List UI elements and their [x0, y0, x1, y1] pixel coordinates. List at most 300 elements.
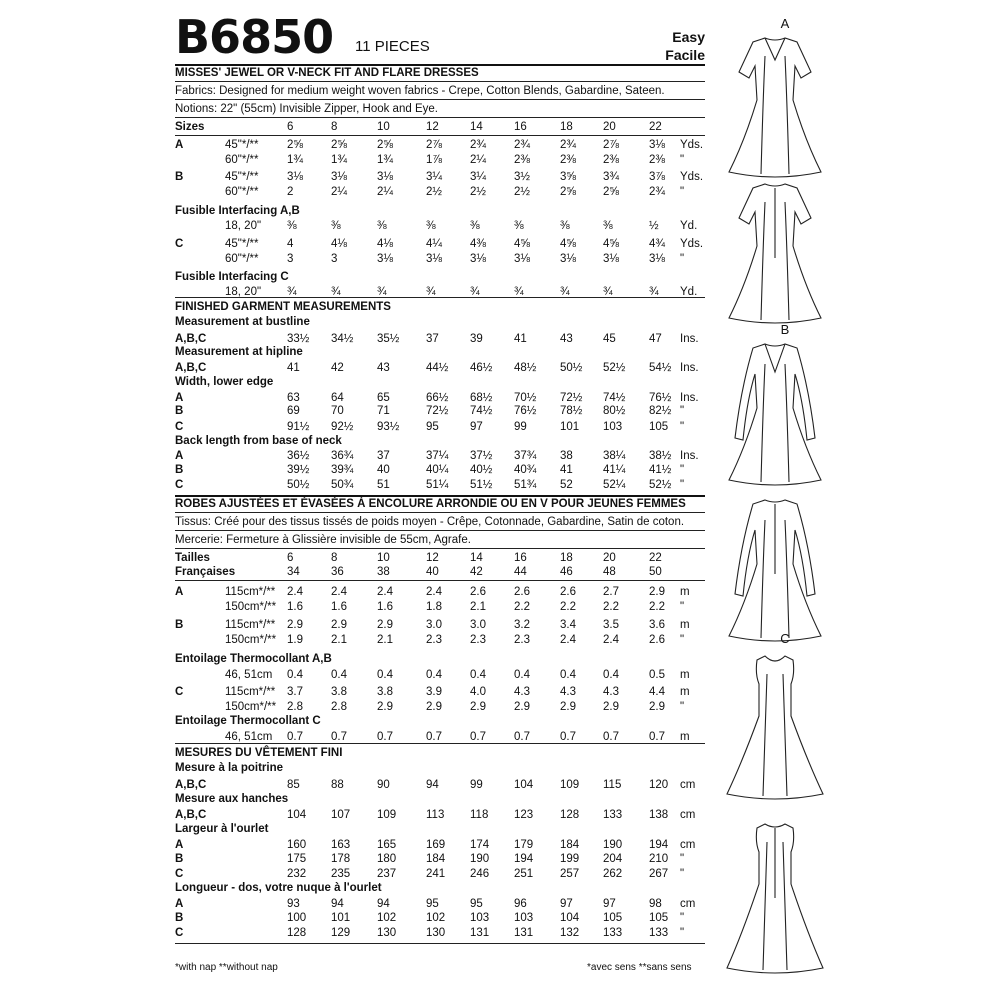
- table-cell: 2.3: [514, 634, 530, 646]
- row-width: 46, 51cm: [225, 669, 273, 681]
- row-unit: m: [680, 586, 690, 598]
- table-cell: 1.6: [377, 601, 393, 613]
- table-cell: 40: [377, 464, 390, 476]
- table-cell: 93: [287, 898, 300, 910]
- table-cell: 0.4: [426, 669, 442, 681]
- size-header: 18: [560, 121, 573, 133]
- row-width: 150cm*/**: [225, 634, 277, 646]
- table-cell: 104: [560, 912, 580, 924]
- size-header: 12: [426, 121, 439, 133]
- table-cell: 2.9: [287, 619, 303, 631]
- row-label: A,B,C: [175, 362, 207, 374]
- row-width: 18, 20": [225, 220, 262, 232]
- table-cell: ¾: [603, 286, 613, 298]
- table-cell: 54½: [649, 362, 672, 374]
- table-cell: 69: [287, 405, 300, 417]
- table-cell: 37½: [470, 450, 493, 462]
- table-cell: 0.7: [560, 731, 576, 743]
- table-cell: 103: [514, 912, 534, 924]
- table-cell: 2.9: [514, 701, 530, 713]
- table-cell: 0.4: [514, 669, 530, 681]
- table-cell: 4.0: [470, 686, 486, 698]
- row-width: 150cm*/**: [225, 601, 277, 613]
- table-cell: 3⅛: [603, 253, 619, 265]
- table-cell: 3.6: [649, 619, 665, 631]
- table-cell: 39½: [287, 464, 310, 476]
- dress-a-front-illustration: [725, 30, 825, 180]
- table-cell: 2⅝: [560, 186, 576, 198]
- table-cell: 38: [560, 450, 573, 462]
- row-unit: ": [680, 464, 685, 476]
- subsection-heading: Mesure à la poitrine: [175, 762, 284, 774]
- size-header: 18: [560, 552, 573, 564]
- table-cell: 2¼: [331, 186, 347, 198]
- divider: [175, 530, 705, 531]
- row-label: B: [175, 912, 184, 924]
- table-cell: 267: [649, 868, 669, 880]
- table-cell: 34½: [331, 333, 354, 345]
- table-cell: 51¾: [514, 479, 537, 491]
- french-size-header: 48: [603, 566, 616, 578]
- pattern-number: B6850: [175, 10, 334, 64]
- row-label: C: [175, 238, 184, 250]
- section-heading: ROBES AJUSTÉES ET ÉVASÉES À ENCOLURE ARRONDIE OU EN V POUR JEUNES FEMMES: [175, 498, 686, 510]
- row-unit: ": [680, 479, 685, 491]
- table-cell: ⅜: [331, 220, 341, 232]
- table-cell: 52½: [603, 362, 626, 374]
- table-cell: 2.4: [603, 634, 619, 646]
- size-header: 22: [649, 121, 662, 133]
- table-cell: 3.8: [377, 686, 393, 698]
- table-cell: 3¾: [603, 171, 619, 183]
- table-cell: 179: [514, 839, 534, 851]
- table-cell: 3⅝: [560, 171, 576, 183]
- table-cell: 52¼: [603, 479, 626, 491]
- table-cell: 3: [331, 253, 338, 265]
- dress-c-back-illustration: [725, 818, 825, 978]
- row-label: A: [175, 392, 184, 404]
- french-size-header: 42: [470, 566, 483, 578]
- table-cell: 3⅛: [514, 253, 530, 265]
- table-cell: 66½: [426, 392, 449, 404]
- table-cell: 160: [287, 839, 307, 851]
- row-width: 115cm*/**: [225, 686, 276, 698]
- table-cell: 1.6: [331, 601, 347, 613]
- table-cell: 3⅛: [377, 253, 393, 265]
- row-unit: cm: [680, 779, 696, 791]
- french-size-header: 40: [426, 566, 439, 578]
- table-cell: 251: [514, 868, 534, 880]
- table-cell: 3.7: [287, 686, 303, 698]
- table-cell: 130: [377, 927, 397, 939]
- french-size-header: 50: [649, 566, 662, 578]
- table-cell: 0.7: [649, 731, 665, 743]
- table-cell: 97: [603, 898, 616, 910]
- table-cell: 128: [560, 809, 580, 821]
- table-cell: 43: [377, 362, 390, 374]
- size-header: 16: [514, 552, 527, 564]
- table-cell: 1.9: [287, 634, 303, 646]
- row-unit: Yds.: [680, 139, 704, 151]
- subsection-heading: Longueur - dos, votre nuque à l'ourlet: [175, 882, 382, 894]
- table-cell: 138: [649, 809, 669, 821]
- size-header: 14: [470, 552, 483, 564]
- row-width: 60"*/**: [225, 154, 259, 166]
- row-unit: Ins.: [680, 392, 699, 404]
- table-cell: 80½: [603, 405, 626, 417]
- table-cell: 3.2: [514, 619, 530, 631]
- table-cell: 2.3: [426, 634, 442, 646]
- row-unit: m: [680, 669, 690, 681]
- table-cell: 109: [377, 809, 397, 821]
- table-cell: 2.7: [603, 586, 619, 598]
- table-cell: ¾: [470, 286, 480, 298]
- table-cell: 2.1: [377, 634, 393, 646]
- table-cell: ⅜: [603, 220, 613, 232]
- table-cell: 37: [426, 333, 439, 345]
- row-unit: cm: [680, 809, 696, 821]
- table-cell: 41¼: [603, 464, 626, 476]
- table-cell: 40½: [470, 464, 493, 476]
- divider: [175, 743, 705, 744]
- row-label: A: [175, 139, 184, 151]
- table-cell: 3⅛: [287, 171, 303, 183]
- subsection-heading: Back length from base of neck: [175, 435, 342, 447]
- table-cell: 3.8: [331, 686, 347, 698]
- table-cell: 3⅞: [649, 171, 665, 183]
- table-cell: 194: [649, 839, 669, 851]
- view-label-a: A: [780, 16, 790, 31]
- table-cell: 3⅛: [426, 253, 442, 265]
- table-cell: 78½: [560, 405, 583, 417]
- sizes-label: Tailles: [175, 552, 210, 564]
- table-cell: 103: [603, 421, 623, 433]
- row-label: B: [175, 619, 184, 631]
- row-label: A: [175, 839, 184, 851]
- row-unit: m: [680, 731, 690, 743]
- table-cell: ¾: [331, 286, 341, 298]
- table-cell: 43: [560, 333, 573, 345]
- table-cell: ⅜: [426, 220, 436, 232]
- table-cell: 0.7: [331, 731, 347, 743]
- row-label: A: [175, 898, 184, 910]
- table-cell: ¾: [426, 286, 436, 298]
- row-width: 45"*/**: [225, 238, 259, 250]
- table-cell: 85: [287, 779, 300, 791]
- table-cell: 72½: [426, 405, 449, 417]
- divider: [175, 512, 705, 513]
- measurements-heading: MESURES DU VÊTEMENT FINI: [175, 747, 343, 759]
- table-cell: 0.5: [649, 669, 665, 681]
- table-cell: 104: [287, 809, 307, 821]
- table-cell: 131: [470, 927, 490, 939]
- table-cell: 3½: [514, 171, 530, 183]
- table-cell: 1¾: [331, 154, 347, 166]
- row-width: 150cm*/**: [225, 701, 277, 713]
- table-cell: 90: [377, 779, 390, 791]
- table-cell: 3.0: [426, 619, 442, 631]
- table-cell: 241: [426, 868, 446, 880]
- table-cell: 4.3: [560, 686, 576, 698]
- table-cell: 2.6: [514, 586, 530, 598]
- table-cell: 2⅝: [331, 139, 347, 151]
- table-cell: 94: [377, 898, 390, 910]
- table-cell: 88: [331, 779, 344, 791]
- table-cell: 2: [287, 186, 294, 198]
- table-cell: 0.7: [377, 731, 393, 743]
- row-width: 18, 20": [225, 286, 262, 298]
- row-unit: Yd.: [680, 220, 698, 232]
- table-cell: 94: [426, 779, 439, 791]
- table-cell: 113: [426, 809, 445, 821]
- table-cell: 175: [287, 853, 307, 865]
- table-cell: 46½: [470, 362, 493, 374]
- measurements-heading: FINISHED GARMENT MEASUREMENTS: [175, 301, 391, 313]
- row-unit: m: [680, 686, 690, 698]
- table-cell: 48½: [514, 362, 537, 374]
- table-cell: 95: [426, 421, 439, 433]
- divider: [175, 135, 705, 136]
- table-cell: 115: [603, 779, 622, 791]
- table-cell: 1.6: [287, 601, 303, 613]
- table-cell: 194: [514, 853, 534, 865]
- french-size-header: 34: [287, 566, 300, 578]
- size-header: 22: [649, 552, 662, 564]
- table-cell: 0.4: [377, 669, 393, 681]
- row-width: 115cm*/**: [225, 586, 276, 598]
- table-cell: ¾: [287, 286, 297, 298]
- divider: [175, 117, 705, 118]
- row-label: B: [175, 464, 184, 476]
- table-cell: ¾: [560, 286, 570, 298]
- dress-b-back-illustration: [725, 494, 825, 644]
- table-cell: 237: [377, 868, 397, 880]
- notions-text: Mercerie: Fermeture à Glissière invisible de 55cm, Agrafe.: [175, 534, 471, 546]
- table-cell: 4¾: [649, 238, 665, 250]
- row-unit: cm: [680, 898, 696, 910]
- subsection-heading: Mesure aux hanches: [175, 793, 289, 805]
- table-cell: 95: [470, 898, 483, 910]
- table-cell: ⅜: [287, 220, 297, 232]
- section-heading: MISSES' JEWEL OR V-NECK FIT AND FLARE DRESSES: [175, 67, 479, 79]
- size-header: 6: [287, 121, 294, 133]
- row-unit: ": [680, 154, 685, 166]
- size-header: 12: [426, 552, 439, 564]
- table-cell: 2.2: [649, 601, 665, 613]
- table-cell: 2¾: [649, 186, 665, 198]
- table-cell: 0.7: [426, 731, 442, 743]
- table-cell: 2.9: [560, 701, 576, 713]
- row-label: B: [175, 853, 184, 865]
- table-cell: 4.3: [514, 686, 530, 698]
- table-cell: 97: [560, 898, 573, 910]
- table-cell: 4⅝: [603, 238, 619, 250]
- table-cell: 2.9: [649, 701, 665, 713]
- table-cell: 4⅛: [377, 238, 393, 250]
- french-sizes-label: Françaises: [175, 566, 236, 578]
- row-width: 45"*/**: [225, 139, 259, 151]
- table-cell: 133: [603, 809, 623, 821]
- table-cell: 165: [377, 839, 397, 851]
- footnote-french: *avec sens **sans sens: [587, 962, 692, 973]
- table-cell: 132: [560, 927, 580, 939]
- row-label: A,B,C: [175, 779, 207, 791]
- table-cell: 99: [514, 421, 527, 433]
- table-cell: 38¼: [603, 450, 626, 462]
- table-cell: 2½: [514, 186, 530, 198]
- table-cell: 4.4: [649, 686, 665, 698]
- table-cell: 45: [603, 333, 616, 345]
- row-width: 115cm*/**: [225, 619, 276, 631]
- table-cell: 41: [560, 464, 573, 476]
- size-header: 16: [514, 121, 527, 133]
- table-cell: 2¾: [560, 139, 576, 151]
- row-unit: ": [680, 421, 685, 433]
- table-cell: ¾: [514, 286, 524, 298]
- table-cell: 2¼: [470, 154, 486, 166]
- table-cell: 39¾: [331, 464, 354, 476]
- table-cell: 3.0: [470, 619, 486, 631]
- table-cell: 74½: [603, 392, 626, 404]
- table-cell: 41½: [649, 464, 672, 476]
- row-unit: ": [680, 912, 685, 924]
- row-unit: ": [680, 186, 685, 198]
- table-cell: ⅜: [560, 220, 570, 232]
- table-cell: 2⅝: [377, 139, 393, 151]
- table-cell: 2⅜: [603, 154, 619, 166]
- table-cell: 64: [331, 392, 344, 404]
- row-label: C: [175, 927, 184, 939]
- table-cell: 2.9: [426, 701, 442, 713]
- row-label: C: [175, 479, 184, 491]
- table-cell: 91½: [287, 421, 310, 433]
- divider: [175, 580, 705, 581]
- table-cell: 2.9: [377, 619, 393, 631]
- subsection-heading: Fusible Interfacing C: [175, 271, 289, 283]
- table-cell: 262: [603, 868, 623, 880]
- table-cell: 68½: [470, 392, 493, 404]
- table-cell: 98: [649, 898, 662, 910]
- table-cell: 0.4: [470, 669, 486, 681]
- row-unit: ": [680, 601, 685, 613]
- row-label: C: [175, 421, 184, 433]
- table-cell: 41: [514, 333, 527, 345]
- table-cell: 50½: [560, 362, 583, 374]
- dress-b-front-illustration: [725, 338, 825, 488]
- table-cell: 37¾: [514, 450, 537, 462]
- table-cell: 2¾: [470, 139, 486, 151]
- difficulty-french: Facile: [665, 47, 705, 63]
- fabrics-text: Tissus: Créé pour des tissus tissés de poids moyen - Crêpe, Cotonnade, Gabardine, Satin de coton.: [175, 516, 685, 528]
- table-cell: 65: [377, 392, 390, 404]
- table-cell: 76½: [514, 405, 537, 417]
- table-cell: 3⅛: [377, 171, 393, 183]
- table-cell: 33½: [287, 333, 310, 345]
- size-header: 10: [377, 121, 390, 133]
- size-header: 6: [287, 552, 294, 564]
- french-size-header: 38: [377, 566, 390, 578]
- row-unit: cm: [680, 839, 696, 851]
- table-cell: 2.1: [470, 601, 486, 613]
- row-width: 60"*/**: [225, 253, 259, 265]
- table-cell: 82½: [649, 405, 672, 417]
- table-cell: 0.7: [287, 731, 303, 743]
- table-cell: 104: [514, 779, 534, 791]
- french-size-header: 36: [331, 566, 344, 578]
- view-label-b: B: [780, 322, 790, 337]
- table-cell: 2½: [470, 186, 486, 198]
- table-cell: 2⅜: [649, 154, 665, 166]
- table-cell: 232: [287, 868, 307, 880]
- dress-a-back-illustration: [725, 178, 825, 328]
- table-cell: 71: [377, 405, 390, 417]
- table-cell: 2.4: [287, 586, 303, 598]
- table-cell: 3: [287, 253, 294, 265]
- table-cell: 74½: [470, 405, 493, 417]
- french-size-header: 44: [514, 566, 527, 578]
- table-cell: 94: [331, 898, 344, 910]
- table-cell: 2.4: [377, 586, 393, 598]
- table-cell: 184: [560, 839, 580, 851]
- row-unit: Ins.: [680, 333, 699, 345]
- french-size-header: 46: [560, 566, 573, 578]
- table-cell: 99: [470, 779, 483, 791]
- table-cell: 51¼: [426, 479, 449, 491]
- row-label: A: [175, 586, 184, 598]
- subsection-heading: Largeur à l'ourlet: [175, 823, 269, 835]
- table-cell: 1¾: [377, 154, 393, 166]
- table-cell: ⅜: [514, 220, 524, 232]
- table-cell: 3.5: [603, 619, 619, 631]
- table-cell: ½: [649, 220, 659, 232]
- table-cell: 50¾: [331, 479, 354, 491]
- table-cell: 235: [331, 868, 351, 880]
- table-cell: 133: [649, 927, 669, 939]
- table-cell: 51: [377, 479, 390, 491]
- table-cell: 3⅛: [649, 139, 665, 151]
- row-unit: Ins.: [680, 362, 699, 374]
- table-cell: 0.7: [514, 731, 530, 743]
- table-cell: 2.2: [514, 601, 530, 613]
- table-cell: 0.4: [560, 669, 576, 681]
- table-cell: ⅜: [377, 220, 387, 232]
- table-cell: 40¾: [514, 464, 537, 476]
- difficulty: [640, 28, 705, 64]
- row-label: A,B,C: [175, 333, 207, 345]
- table-cell: 123: [514, 809, 534, 821]
- table-cell: 3⅛: [331, 171, 347, 183]
- table-cell: 3¼: [426, 171, 442, 183]
- table-cell: 70: [331, 405, 344, 417]
- table-cell: 118: [470, 809, 489, 821]
- divider: [175, 81, 705, 82]
- row-unit: ": [680, 853, 685, 865]
- size-header: 8: [331, 552, 338, 564]
- table-cell: 2⅞: [426, 139, 442, 151]
- table-cell: 1¾: [287, 154, 303, 166]
- table-cell: 2.2: [560, 601, 576, 613]
- table-cell: 4⅝: [514, 238, 530, 250]
- table-cell: 70½: [514, 392, 537, 404]
- row-width: 45"*/**: [225, 171, 259, 183]
- table-cell: 3.9: [426, 686, 442, 698]
- notions-text: Notions: 22" (55cm) Invisible Zipper, Hook and Eye.: [175, 103, 438, 115]
- table-cell: 2.9: [649, 586, 665, 598]
- table-cell: 92½: [331, 421, 354, 433]
- table-cell: 105: [603, 912, 623, 924]
- table-cell: 72½: [560, 392, 583, 404]
- table-cell: 2.9: [377, 701, 393, 713]
